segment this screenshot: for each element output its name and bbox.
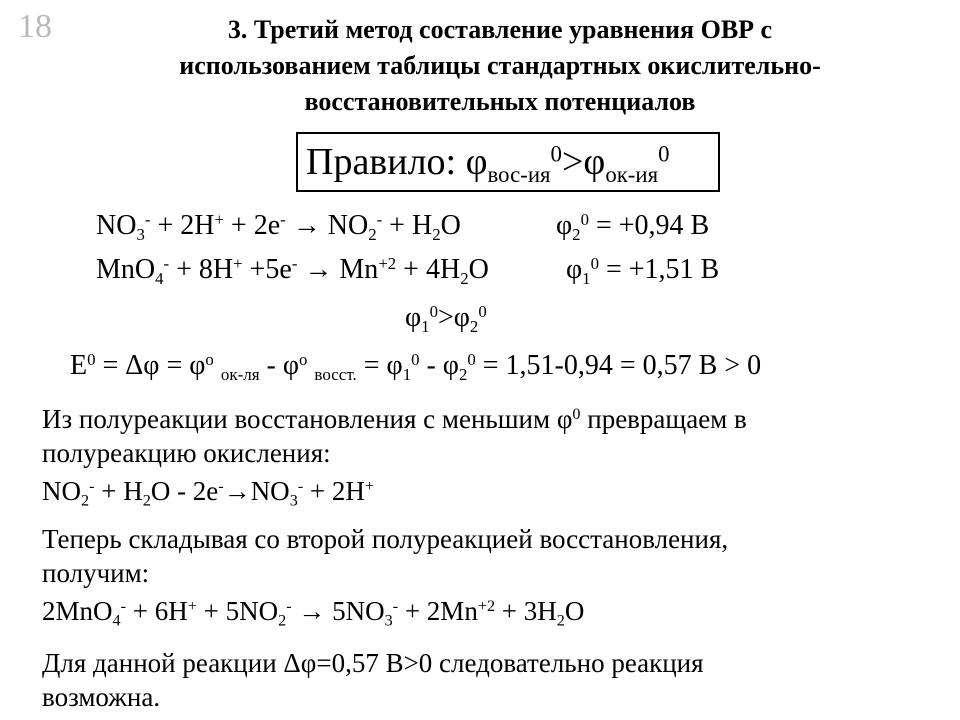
potential-phi1: $\varphi_1^0 = +1,51$ В: [566, 253, 720, 288]
half-reaction-nitrite: $NO_3^- + 2H^+ + 2e^- \to NO_2^- + H_2O$: [96, 209, 461, 244]
conclusion-line-2: возможна.: [42, 682, 161, 712]
combine-line-2: получим:: [42, 558, 150, 588]
slide-title: [100, 12, 900, 120]
overall-equation: $2MnO_4^- + 6H^+ + 5NO_2^- \to 5NO_3^- + 2Mn^{+2} + 3H_2O$: [42, 596, 585, 630]
slide-number: 18: [18, 8, 52, 45]
oxidation-half-reaction: $NO_2^- + H_2O - 2e^-\to NO_3^- + 2H^+$: [42, 476, 375, 510]
half-reaction-permanganate: $MnO_4^- + 8H^+ +5e^- \to Mn^{+2} + 4H_2O$: [96, 253, 489, 288]
title-line-2: использованием таблицы стандартных окислительно-: [179, 51, 821, 80]
title-line-1: 3. Третий метод составление уравнения ОВР с: [227, 15, 773, 44]
rule-text: Правило: $\varphi_{вос-ия}^0>\varphi_{ок-ия}^0$: [306, 141, 670, 187]
explanation-line-2: полуреакцию окисления:: [42, 438, 331, 468]
conclusion-line-1: Для данной реакции Δφ=0,57 В>0 следовательно реакция: [42, 648, 704, 678]
title-line-3: восстановительных потенциалов: [304, 87, 696, 116]
combine-line-1: Теперь складывая со второй полуреакцией восстановления,: [42, 524, 729, 554]
potential-phi2: $\varphi_2^0 = +0,94$ В: [556, 209, 710, 244]
emf-equation: $E^0 = \Delta\varphi = \varphi^o$ $_{ок-ля} - \varphi^o$ $_{восст.} = \varphi_1^0 - \varphi_2^0 = 1,51-0,94 = 0,57$ В > 0: [70, 349, 762, 384]
potential-comparison: $\varphi_1^0>\varphi_2^0$: [405, 301, 487, 336]
explanation-line-1: Из полуреакции восстановления с меньшим $\varphi^0$ превращаем в: [42, 404, 747, 434]
